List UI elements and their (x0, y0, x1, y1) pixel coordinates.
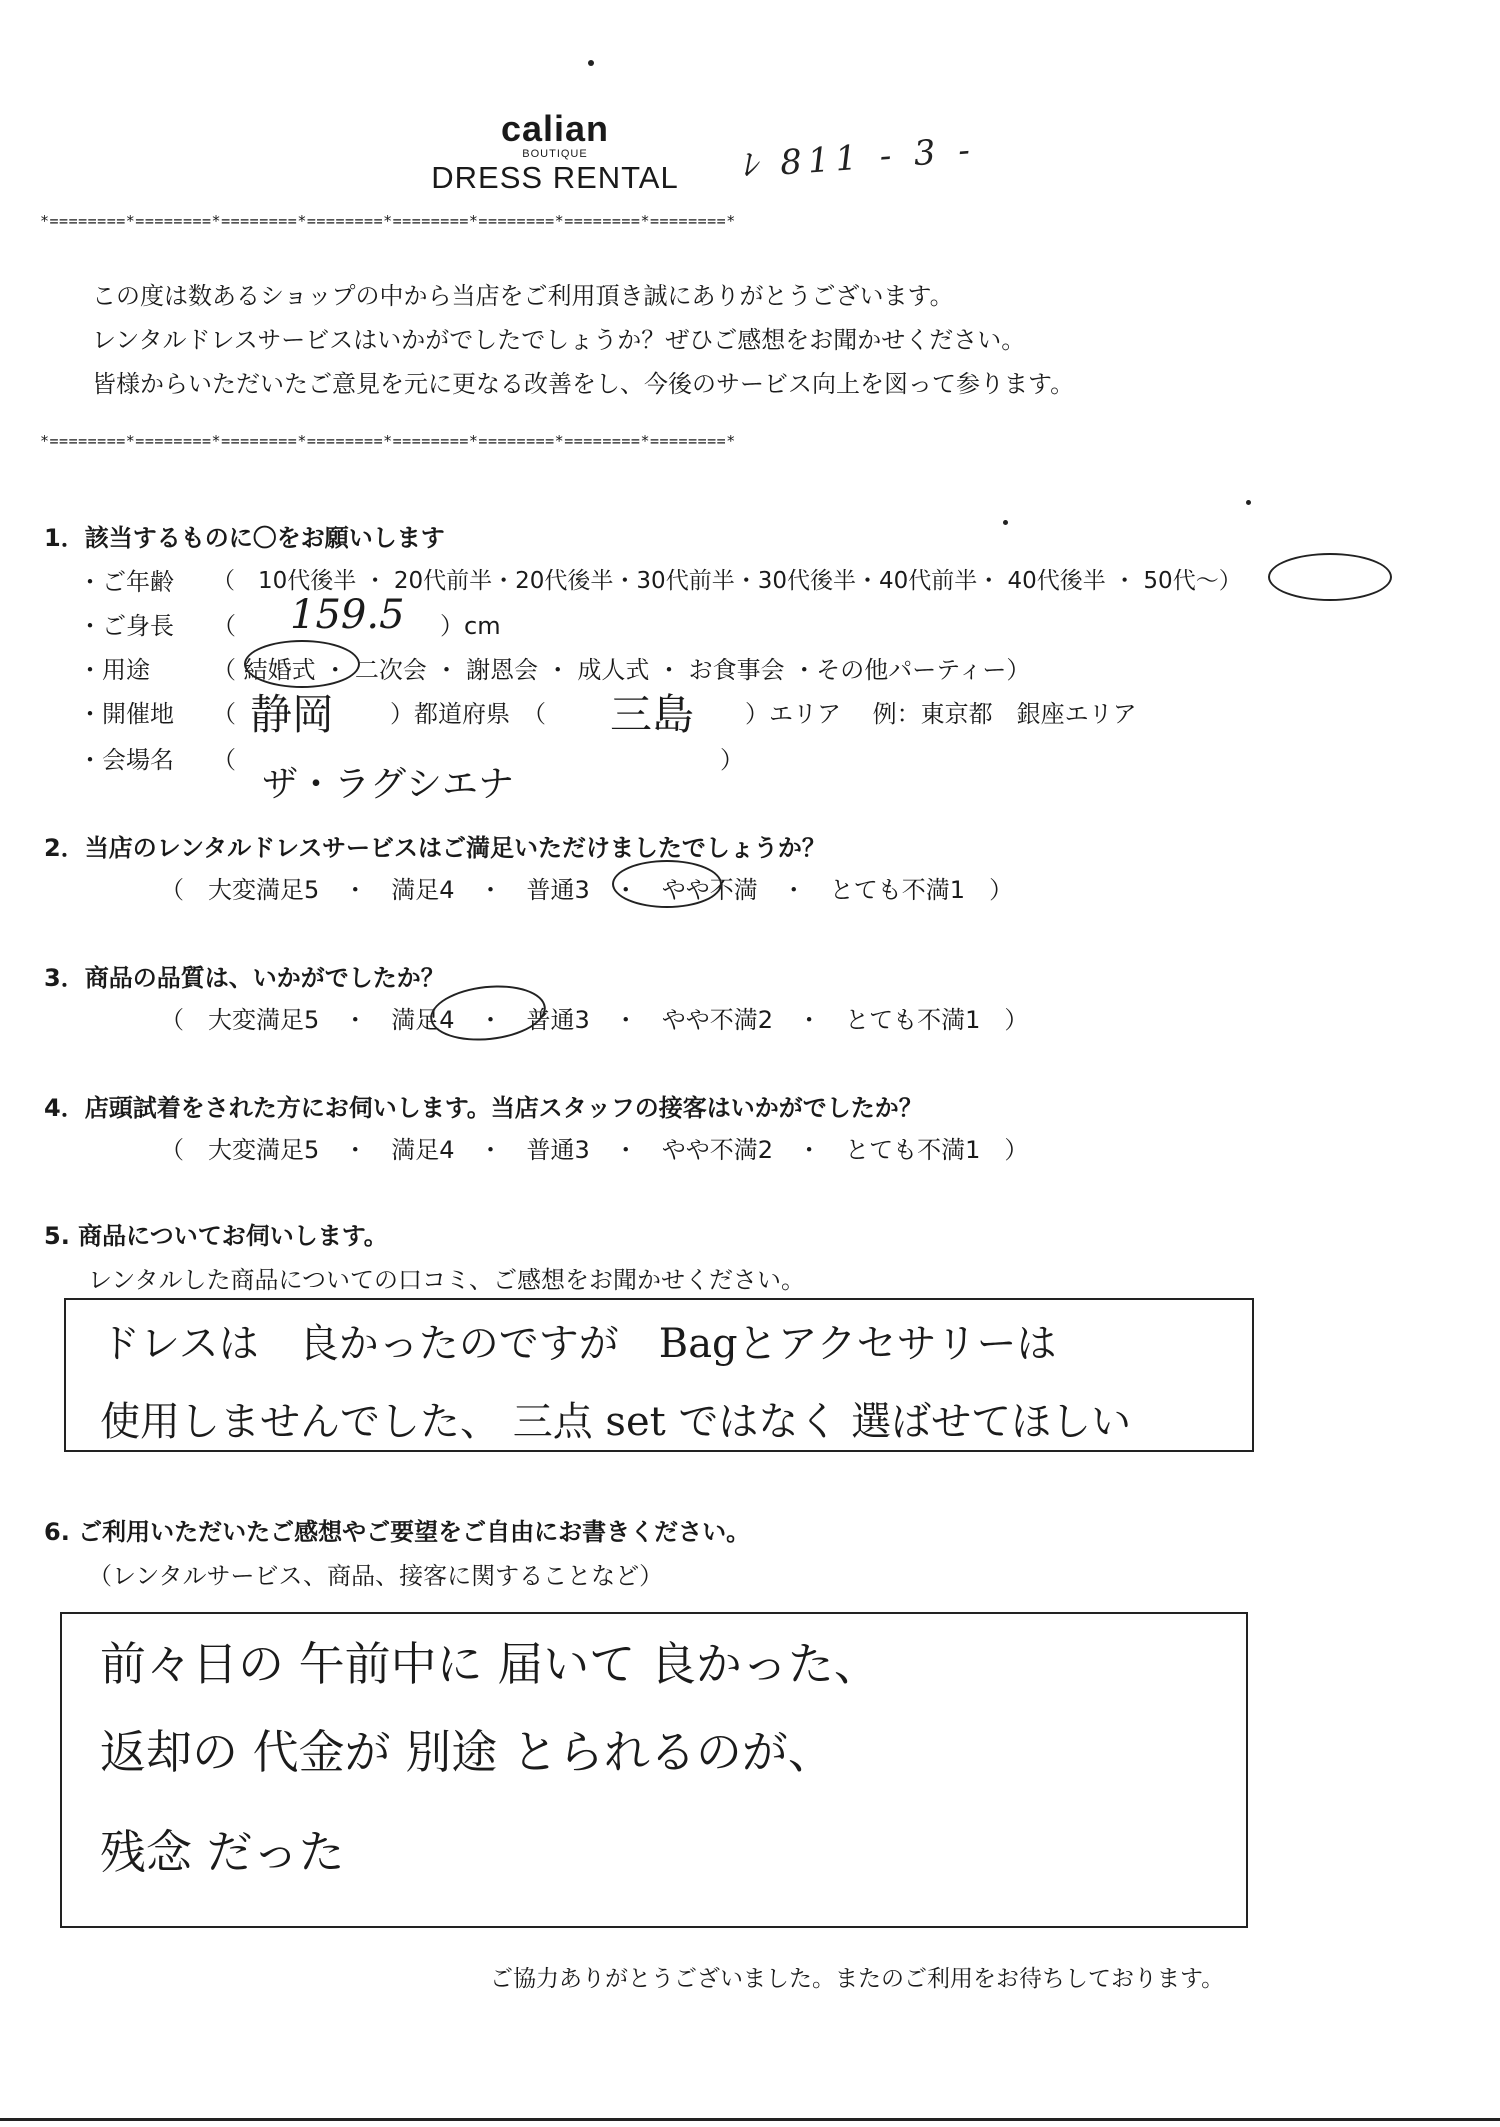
q2-title: 2．当店のレンタルドレスサービスはご満足いただけましたでしょうか？ (44, 834, 826, 862)
intro-line-3: 皆様からいただいたご意見を元に更なる改善をし、今後のサービス向上を図って参ります。 (92, 370, 1075, 398)
q3-title: 3．商品の品質は、いかがでしたか？ (44, 964, 445, 992)
q6-subtitle: （レンタルサービス、商品、接客に関することなど） (88, 1562, 664, 1590)
handwritten-code: ﾚ 811 - 3 - (739, 129, 978, 187)
q3-selected-circle (427, 980, 548, 1046)
q2-options: （ 大変満足5 ・ 満足4 ・ 普通3 ・ やや不満 ・ とても不満1 ） (160, 876, 1014, 904)
brand-sub: BOUTIQUE (522, 148, 588, 160)
q6-title: 6. ご利用いただいたご感想やご要望をご自由にお書きください。 (44, 1518, 751, 1546)
q2-selected-circle (612, 860, 722, 908)
scan-edge-line (0, 2118, 1500, 2121)
place-pref-suffix: ）都道府県 （ (390, 700, 546, 728)
footer-thanks: ご協力ありがとうございました。またのご利用をお待ちしております。 (490, 1966, 1225, 1992)
q6-answer-line-2: 返却の 代金が 別途 とられるのが、 (100, 1725, 834, 1779)
place-pref: 静岡 (250, 690, 335, 739)
q5-subtitle: レンタルした商品についての口コミ、ご感想をお聞かせください。 (88, 1266, 805, 1294)
age-label: ・ご年齢 (78, 568, 174, 596)
scan-speck (588, 60, 594, 66)
age-selected-circle (1268, 553, 1392, 601)
scan-speck (1003, 520, 1008, 525)
height-open: （ (212, 612, 236, 640)
place-label: ・開催地 (78, 700, 174, 728)
age-selected (1280, 610, 1283, 611)
q5-title: 5. 商品についてお伺いします。 (44, 1222, 388, 1250)
age-options: （ 10代後半 ・ 20代前半・20代後半・30代前半・30代後半・40代前半・ 40代後半 ・ 50代～） (212, 568, 1242, 594)
q4-title: 4．店頭試着をされた方にお伺いします。当店スタッフの接客はいかがでしたか？ (44, 1094, 923, 1122)
purpose-selected-circle (244, 640, 360, 688)
scan-speck (1246, 500, 1251, 505)
place-area-suffix: ）エリア 例：東京都 銀座エリア (745, 700, 1137, 728)
purpose-options: （ 結婚式 ・ 二次会 ・ 謝恩会 ・ 成人式 ・ お食事会 ・その他パーティー） (212, 656, 1031, 684)
intro-line-1: この度は数あるショップの中から当店をご利用頂き誠にありがとうございます。 (92, 282, 954, 310)
q1-title: 1．該当するものに〇をお願いします (44, 524, 445, 552)
height-unit: ）cm (440, 612, 501, 640)
q5-answer-line-2: 使用しませんでした、 三点 set ではなく 選ばせてほしい (100, 1399, 1132, 1445)
q2-selected (620, 910, 623, 911)
venue-open: （ (212, 746, 236, 774)
place-area: 三島 (610, 690, 695, 739)
venue-close: ） (720, 746, 744, 774)
purpose-label: ・用途 (78, 656, 150, 684)
q5-answer-line-1: ドレスは 良かったのですが Bagとアクセサリーは (100, 1321, 1057, 1367)
q3-selected (440, 1040, 443, 1041)
brand-logo: calian (500, 108, 610, 149)
divider-bottom: *========*========*========*========*========*========*========*========* (40, 432, 736, 450)
intro-line-2: レンタルドレスサービスはいかがでしたでしょうか？ぜひご感想をお聞かせください。 (92, 326, 1026, 354)
place-open: （ (212, 700, 236, 728)
service-title: DRESS RENTAL (431, 160, 679, 195)
height-value: 159.5 (290, 592, 405, 638)
q4-options: （ 大変満足5 ・ 満足4 ・ 普通3 ・ やや不満2 ・ とても不満1 ） (160, 1136, 1029, 1164)
q3-options: （ 大変満足5 ・ 満足4 ・ 普通3 ・ やや不満2 ・ とても不満1 ） (160, 1006, 1029, 1034)
q6-answer-line-3: 残念 だった (100, 1825, 345, 1879)
q6-answer-line-1: 前々日の 午前中に 届いて 良かった、 (100, 1637, 880, 1691)
height-label: ・ご身長 (78, 612, 174, 640)
venue-value: ザ・ラグシエナ (262, 764, 515, 805)
venue-label: ・会場名 (78, 746, 174, 774)
divider-top: *========*========*========*========*========*========*========*========* (40, 212, 736, 230)
